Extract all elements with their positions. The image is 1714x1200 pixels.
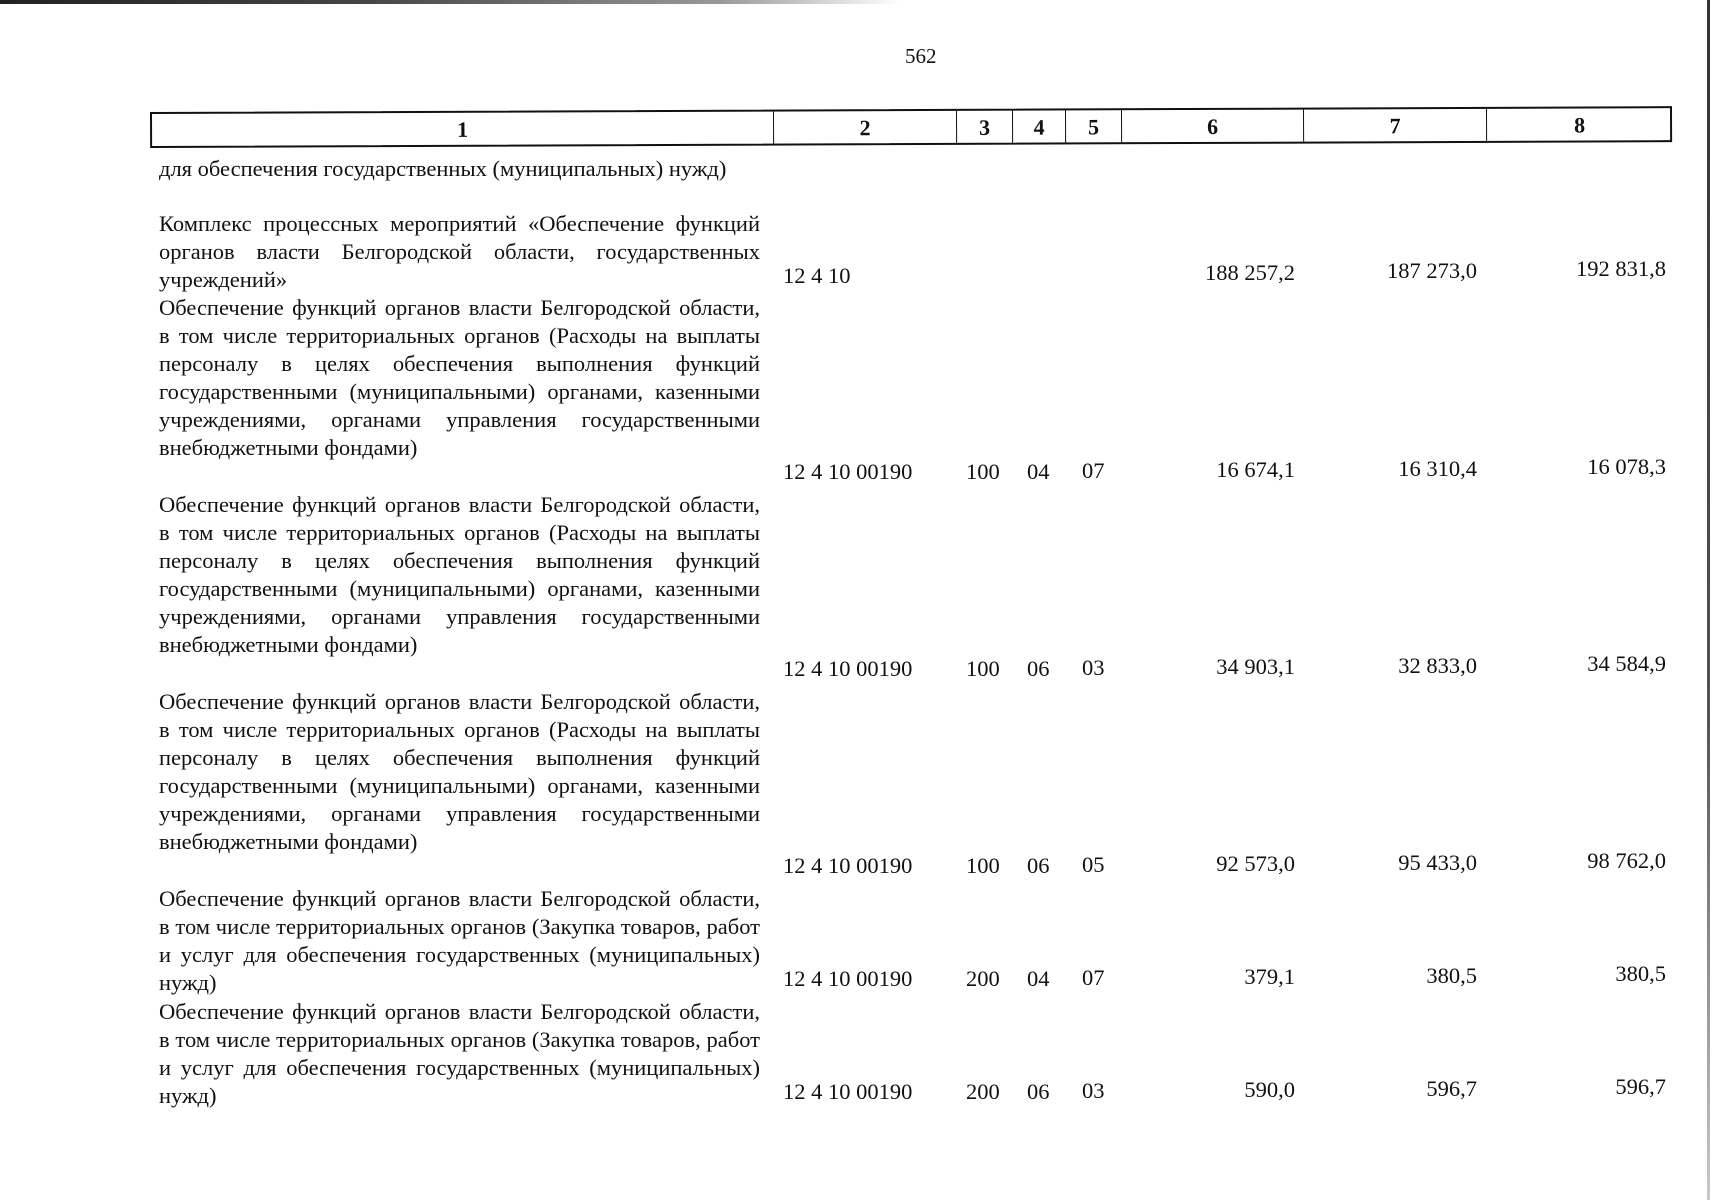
row-value-col8: 34 584,9 (1587, 651, 1666, 676)
row-col3: 100 (966, 459, 1000, 484)
header-col-7: 7 (1303, 109, 1486, 142)
row-col3: 100 (966, 656, 1000, 681)
row-value-col6: 34 903,1 (1216, 654, 1295, 679)
header-col-4: 4 (1012, 110, 1065, 142)
row-code: 12 4 10 00190 (783, 656, 913, 681)
row-col4: 06 (1027, 853, 1050, 878)
row-col5: 07 (1082, 458, 1105, 483)
header-col-8: 8 (1486, 108, 1672, 141)
row-value-col6: 379,1 (1244, 964, 1295, 989)
row-code: 12 4 10 00190 (783, 1079, 913, 1104)
row-value-col7: 380,5 (1426, 963, 1477, 988)
row-col3: 200 (966, 1079, 1000, 1104)
row-value-col7: 95 433,0 (1398, 850, 1477, 875)
row-value-col6: 590,0 (1244, 1077, 1295, 1102)
table-header-row (150, 106, 1672, 148)
row-description: Обеспечение функций органов власти Белгородской области, в том числе территориальных органов (Расходы на выплаты персоналу в целях обеспечения выполнения функций государственными (муниципальными) органами, казенными учреждениями, органами управления государственными внебюджетными фондами) (159, 295, 760, 460)
header-col-5: 5 (1065, 110, 1121, 142)
row-description: Обеспечение функций органов власти Белгородской области, в том числе территориальных органов (Закупка товаров, работ и услуг для обеспечения государственных (муниципальных) нужд) (159, 999, 760, 1108)
row-value-col8: 16 078,3 (1587, 454, 1666, 479)
row-value-col7: 596,7 (1426, 1076, 1477, 1101)
row-value-col7: 187 273,0 (1387, 258, 1477, 283)
header-col-2: 2 (773, 111, 956, 144)
row-value-col8: 380,5 (1615, 961, 1666, 986)
header-col-6: 6 (1121, 110, 1303, 143)
row-col5: 07 (1082, 965, 1105, 990)
row-col3: 200 (966, 966, 1000, 991)
header-col-3: 3 (956, 111, 1012, 143)
row-value-col7: 16 310,4 (1398, 456, 1477, 481)
row-description: Комплекс процессных мероприятий «Обеспечение функций органов власти Белгородской области, государственных учреждений» (159, 211, 760, 292)
row-value-col8: 98 762,0 (1587, 848, 1666, 873)
row-description: Обеспечение функций органов власти Белгородской области, в том числе территориальных органов (Расходы на выплаты персоналу в целях обеспечения выполнения функций государственными (муниципальными) органами, казенными учреждениями, органами управления государственными внебюджетными фондами) (159, 492, 760, 657)
row-col4: 06 (1027, 656, 1050, 681)
row-value-col6: 188 257,2 (1205, 260, 1295, 285)
row-col4: 04 (1027, 459, 1050, 484)
scan-top-edge (0, 0, 900, 4)
row-value-col8: 192 831,8 (1576, 256, 1666, 281)
header-col-1: 1 (457, 116, 469, 142)
row-code: 12 4 10 (783, 263, 851, 288)
row-col5: 05 (1082, 852, 1105, 877)
row-code: 12 4 10 00190 (783, 459, 913, 484)
row-value-col8: 596,7 (1615, 1074, 1666, 1099)
row-value-col6: 16 674,1 (1216, 457, 1295, 482)
row-value-col6: 92 573,0 (1216, 851, 1295, 876)
scan-right-edge (1707, 0, 1710, 1200)
row-value-col7: 32 833,0 (1398, 653, 1477, 678)
row-description: для обеспечения государственных (муниципальных) нужд) (159, 156, 727, 181)
row-col4: 06 (1027, 1079, 1050, 1104)
row-code: 12 4 10 00190 (783, 966, 913, 991)
row-col5: 03 (1082, 655, 1105, 680)
page-number: 562 (905, 44, 937, 68)
row-col4: 04 (1027, 966, 1050, 991)
row-description: Обеспечение функций органов власти Белгородской области, в том числе территориальных органов (Расходы на выплаты персоналу в целях обеспечения выполнения функций государственными (муниципальными) органами, казенными учреждениями, органами управления государственными внебюджетными фондами) (159, 689, 760, 854)
row-col5: 03 (1082, 1078, 1105, 1103)
row-col3: 100 (966, 853, 1000, 878)
row-description: Обеспечение функций органов власти Белгородской области, в том числе территориальных органов (Закупка товаров, работ и услуг для обеспечения государственных (муниципальных) нужд) (159, 886, 760, 995)
row-code: 12 4 10 00190 (783, 853, 913, 878)
